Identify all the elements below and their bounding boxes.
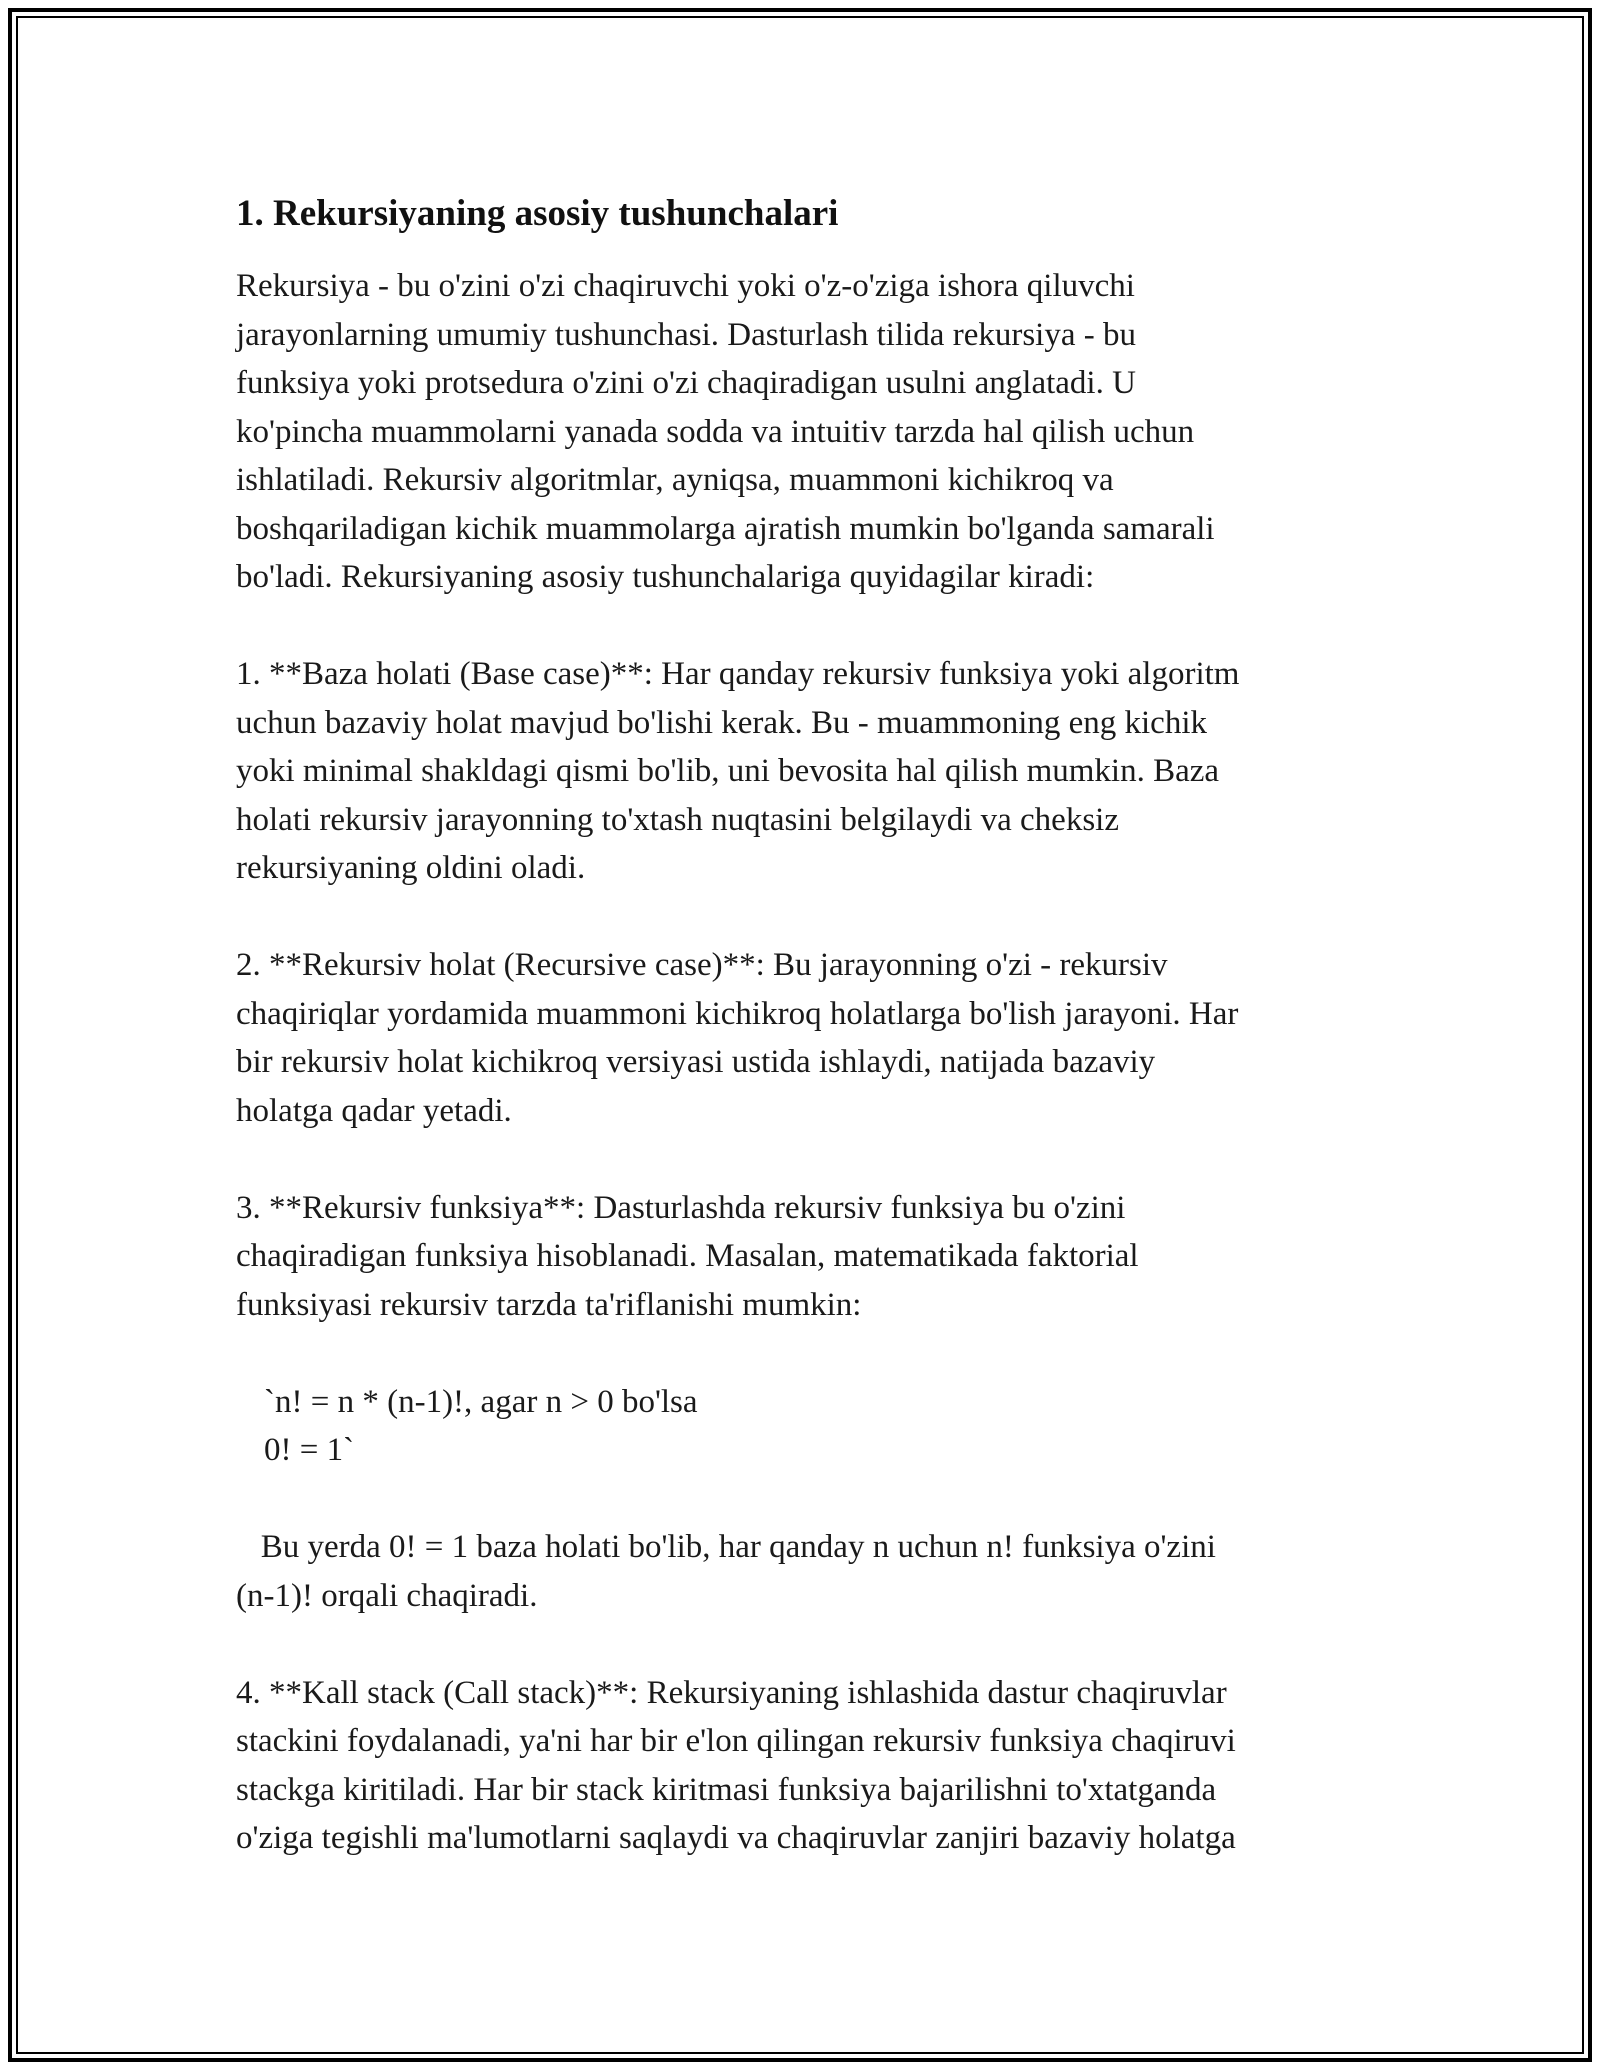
text-line: Bu yerda 0! = 1 baza holati bo'lib, har qanday n uchun n! funksiya o'zini: [236, 1529, 1216, 1565]
text-line: 2. **Rekursiv holat (Recursive case)**: Bu jarayonning o'zi - rekursiv: [236, 947, 1168, 983]
text-line: bo'ladi. Rekursiyaning asosiy tushunchalariga quyidagilar kiradi:: [236, 559, 1095, 595]
text-line: 3. **Rekursiv funksiya**: Dasturlashda rekursiv funksiya bu o'zini: [236, 1189, 1126, 1226]
text-line: holatga qadar yetadi.: [236, 1092, 512, 1129]
paragraph: [236, 1669, 1366, 1863]
text-line: funksiya yoki protsedura o'zini o'zi chaqiradigan usulni anglatadi. U: [236, 365, 1136, 401]
text-line: Rekursiya - bu o'zini o'zi chaqiruvchi yoki o'z-o'ziga ishora qiluvchi: [236, 268, 1135, 304]
text-line: stackga kiritiladi. Har bir stack kiritmasi funksiya bajarilishni to'xtatganda: [236, 1771, 1217, 1808]
text-line: 4. **Kall stack (Call stack)**: Rekursiyaning ishlashida dastur chaqiruvlar: [236, 1674, 1227, 1711]
text-line: o'ziga tegishli ma'lumotlarni saqlaydi va chaqiruvlar zanjiri bazaviy holatga: [236, 1820, 1236, 1856]
text-line: rekursiyaning oldini oladi.: [236, 850, 586, 886]
text-line: stackini foydalanadi, ya'ni har bir e'lon qilingan rekursiv funksiya chaqiruvi: [236, 1723, 1236, 1759]
text-line: `n! = n * (n-1)!, agar n > 0 bo'lsa: [264, 1383, 698, 1420]
paragraph: [236, 650, 1366, 893]
paragraph: [236, 941, 1366, 1135]
text-line: holati rekursiv jarayonning to'xtash nuqtasini belgilaydi va cheksiz: [236, 801, 1119, 838]
document-body: [236, 190, 1366, 1863]
text-line: uchun bazaviy holat mavjud bo'lishi kerak. Bu - muammoning eng kichik: [236, 704, 1208, 741]
text-line: ishlatiladi. Rekursiv algoritmlar, ayniqsa, muammoni kichikroq va: [236, 462, 1114, 498]
text-line: jarayonlarning umumiy tushunchasi. Dasturlash tilida rekursiya - bu: [236, 316, 1136, 353]
text-line: boshqariladigan kichik muammolarga ajratish mumkin bo'lganda samarali: [236, 510, 1215, 547]
text-line: 1. **Baza holati (Base case)**: Har qanday rekursiv funksiya yoki algoritm: [236, 656, 1240, 692]
text-line: 0! = 1`: [264, 1432, 355, 1468]
text-line: yoki minimal shakldagi qismi bo'lib, uni bevosita hal qilish mumkin. Baza: [236, 753, 1220, 789]
paragraph: [236, 262, 1366, 602]
text-line: bir rekursiv holat kichikroq versiyasi ustida ishlaydi, natijada bazaviy: [236, 1044, 1156, 1080]
text-line: funksiyasi rekursiv tarzda ta'riflanishi mumkin:: [236, 1286, 862, 1323]
paragraph: [236, 1523, 1366, 1620]
section-heading: 1. Rekursiyaning asosiy tushunchalari: [236, 193, 839, 234]
paragraph-list: [236, 262, 1366, 1863]
text-line: (n-1)! orqali chaqiradi.: [236, 1577, 538, 1614]
paragraph: [236, 1184, 1366, 1330]
paragraph: [236, 1378, 1366, 1475]
text-line: chaqiriqlar yordamida muammoni kichikroq holatlarga bo'lish jarayoni. Har: [236, 995, 1239, 1032]
text-line: ko'pincha muammolarni yanada sodda va intuitiv tarzda hal qilish uchun: [236, 413, 1195, 450]
text-line: chaqiradigan funksiya hisoblanadi. Masalan, matematikada faktorial: [236, 1238, 1139, 1274]
